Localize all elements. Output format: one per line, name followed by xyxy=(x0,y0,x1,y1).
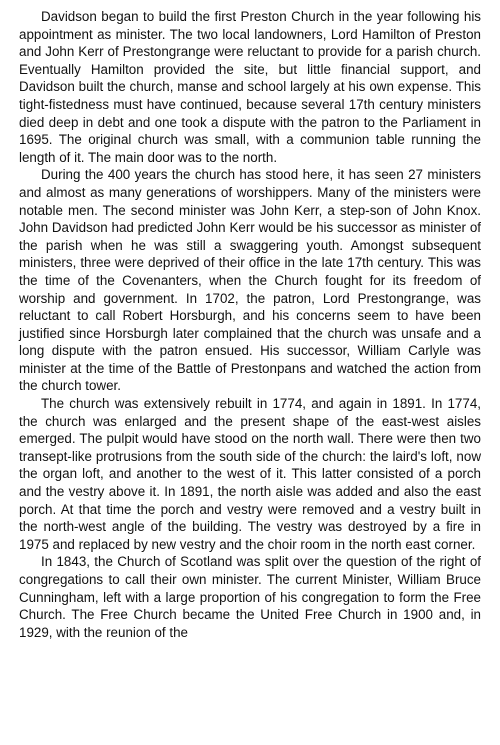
paragraph-1: Davidson began to build the first Preston Church in the year following his appointment as minister. The two local landowners, Lord Hamilton of Preston and John Kerr of Prestongrange were reluctant to provide for a parish church. Eventually Hamilton provided the site, but little financial support, and Davidson built the church, manse and school largely at his own expense. This tight-fistedness must have continued, because several 17th century ministers died deep in debt and one took a dispute with the patron to the Parliament in 1695. The original church was small, with a communion table running the length of it. The main door was to the north. xyxy=(19,9,481,165)
paragraph-2: During the 400 years the church has stood here, it has seen 27 ministers and almost as many generations of worshippers. Many of the ministers were notable men. The second minister was John Kerr, a step-son of John Knox. John Davidson had predicted John Kerr would be his successor as minister of the parish when he was still a swaggering youth. Amongst subsequent ministers, three were deprived of their office in the late 17th century. This was the time of the Covenanters, when the Church fought for its freedom of worship and government. In 1702, the patron, Lord Prestongrange, was reluctant to call Robert Horsburgh, and his concerns seem to have been justified since Horsburgh later complained that the church was unsafe and a long dispute with the patron ensued. His successor, William Carlyle was minister at the time of the Battle of Prestonpans and watched the action from the church tower. xyxy=(19,167,481,394)
paragraph-3: The church was extensively rebuilt in 1774, and again in 1891. In 1774, the church was enlarged and the present shape of the east-west aisles emerged. The pulpit would have stood on the north wall. There were then two transept-like protrusions from the south side of the church: the laird's loft, now the organ loft, and another to the west of it. This latter consisted of a porch and the vestry above it. In 1891, the north aisle was added and also the east porch. At that time the porch and vestry were removed and a vestry built in the north-west angle of the building. The vestry was destroyed by a fire in 1975 and replaced by new vestry and the choir room in the north east corner. xyxy=(19,396,481,552)
paragraph-4: In 1843, the Church of Scotland was split over the question of the right of congregations to call their own minister. The current Minister, William Bruce Cunningham, left with a large proportion of his congregation to form the Free Church. The Free Church became the United Free Church in 1900 and, in 1929, with the reunion of the xyxy=(19,554,481,640)
document-page xyxy=(19,8,481,641)
